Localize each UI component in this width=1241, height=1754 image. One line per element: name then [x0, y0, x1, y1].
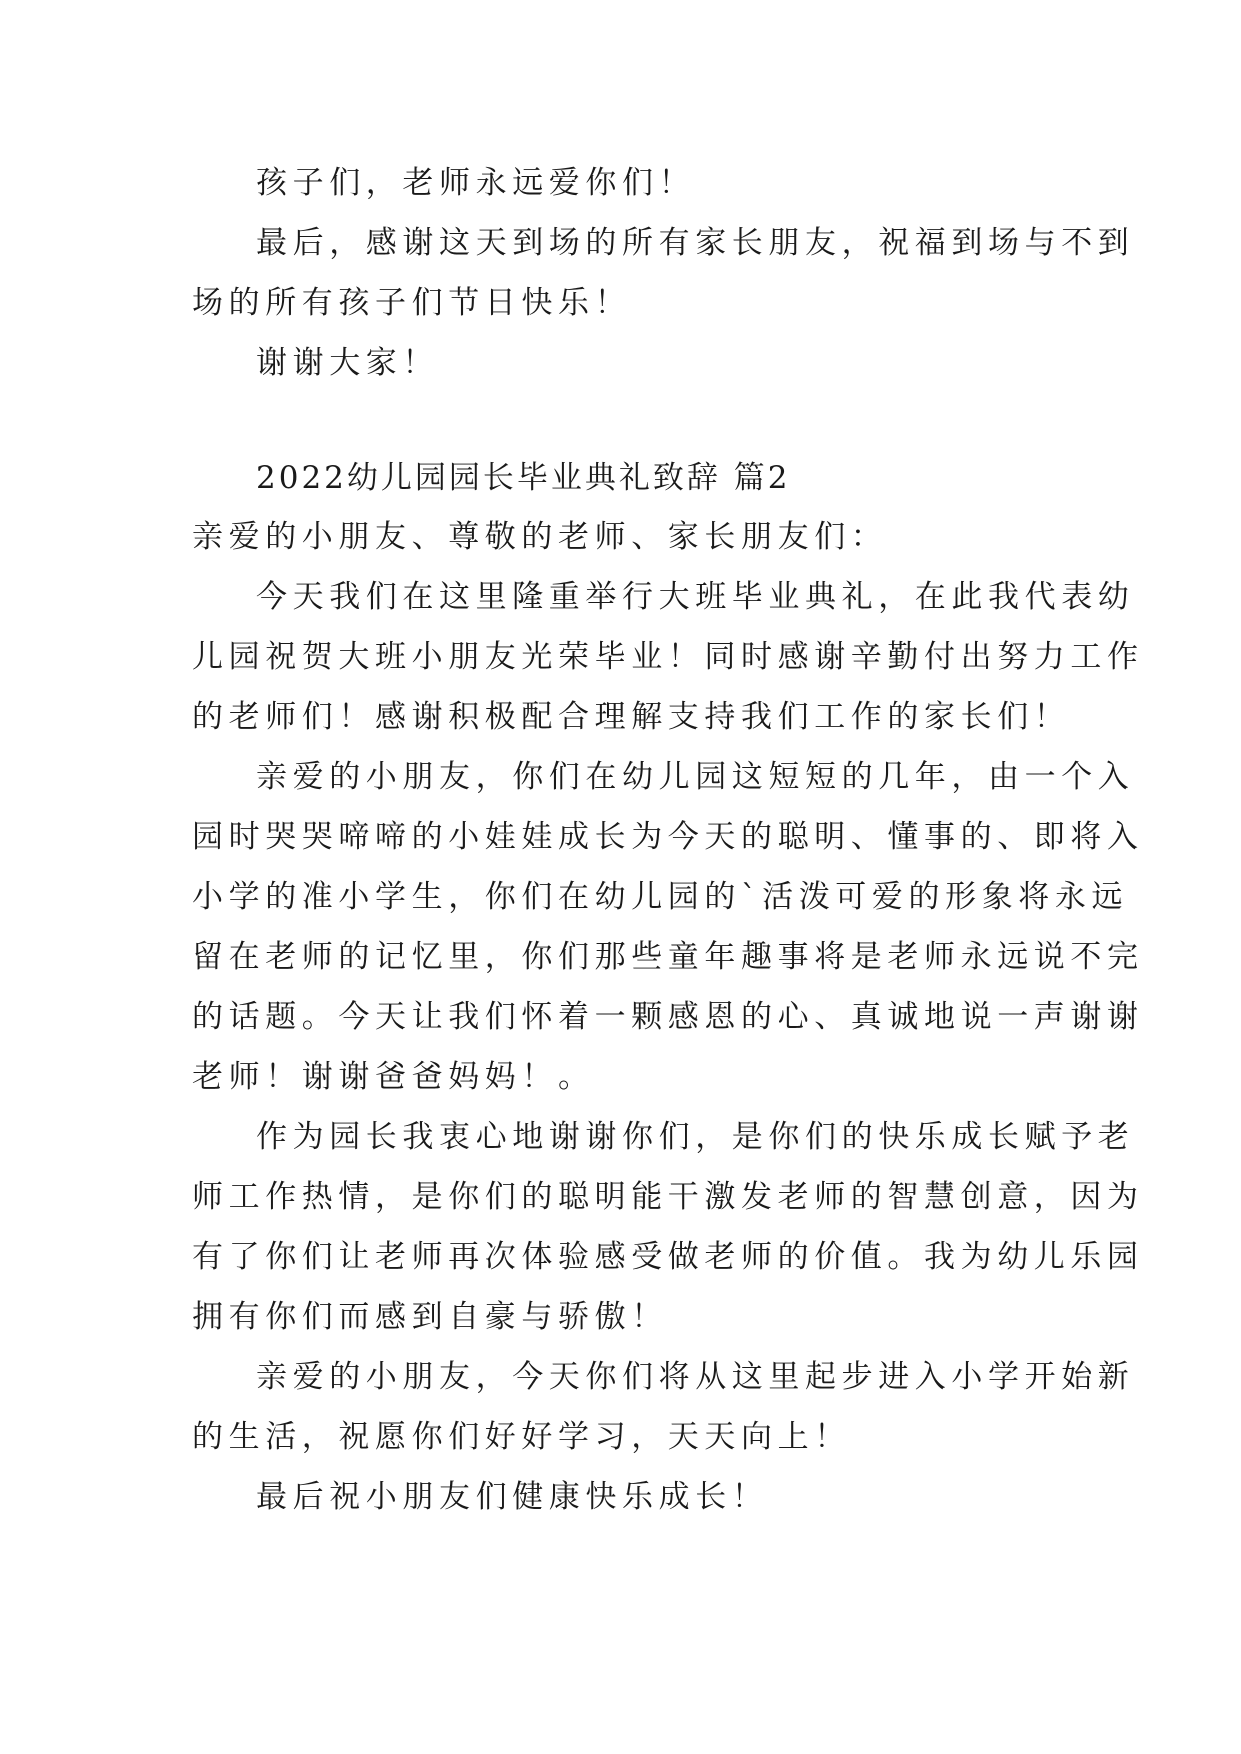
paragraph-line: 作为园长我衷心地谢谢你们，是你们的快乐成长赋予老 [256, 1119, 1135, 1155]
paragraph-line: 小学的准小学生，你们在幼儿园的`活泼可爱的形象将永远 [192, 879, 1129, 915]
paragraph-line: 儿园祝贺大班小朋友光荣毕业！同时感谢辛勤付出努力工作 [192, 639, 1144, 675]
paragraph-line: 有了你们让老师再次体验感受做老师的价值。我为幼儿乐园 [192, 1239, 1144, 1275]
paragraph-line: 亲爱的小朋友，你们在幼儿园这短短的几年，由一个入 [256, 759, 1135, 795]
paragraph-line: 亲爱的小朋友，今天你们将从这里起步进入小学开始新 [256, 1359, 1135, 1395]
paragraph-line: 的老师们！感谢积极配合理解支持我们工作的家长们！ [192, 699, 1071, 735]
paragraph-line: 拥有你们而感到自豪与骄傲！ [192, 1299, 668, 1335]
paragraph-line: 最后祝小朋友们健康快乐成长！ [256, 1479, 769, 1515]
paragraph-line: 的生活，祝愿你们好好学习，天天向上！ [192, 1419, 851, 1455]
paragraph-line: 老师！谢谢爸爸妈妈！。 [192, 1059, 595, 1095]
paragraph-line: 师工作热情，是你们的聪明能干激发老师的智慧创意，因为 [192, 1179, 1144, 1215]
paragraph-line: 的话题。今天让我们怀着一颗感恩的心、真诚地说一声谢谢 [192, 999, 1144, 1035]
section-title: 2022幼儿园园长毕业典礼致辞 篇2 [256, 460, 791, 496]
paragraph-line: 留在老师的记忆里，你们那些童年趣事将是老师永远说不完 [192, 939, 1144, 975]
paragraph-line: 场的所有孩子们节日快乐！ [192, 285, 632, 321]
paragraph-line: 园时哭哭啼啼的小娃娃成长为今天的聪明、懂事的、即将入 [192, 819, 1144, 855]
salutation: 亲爱的小朋友、尊敬的老师、家长朋友们： [192, 519, 888, 555]
paragraph-line: 谢谢大家！ [256, 345, 439, 381]
paragraph-line: 今天我们在这里隆重举行大班毕业典礼，在此我代表幼 [256, 579, 1135, 615]
paragraph-line: 孩子们，老师永远爱你们！ [256, 165, 696, 201]
paragraph-line: 最后，感谢这天到场的所有家长朋友，祝福到场与不到 [256, 225, 1135, 261]
